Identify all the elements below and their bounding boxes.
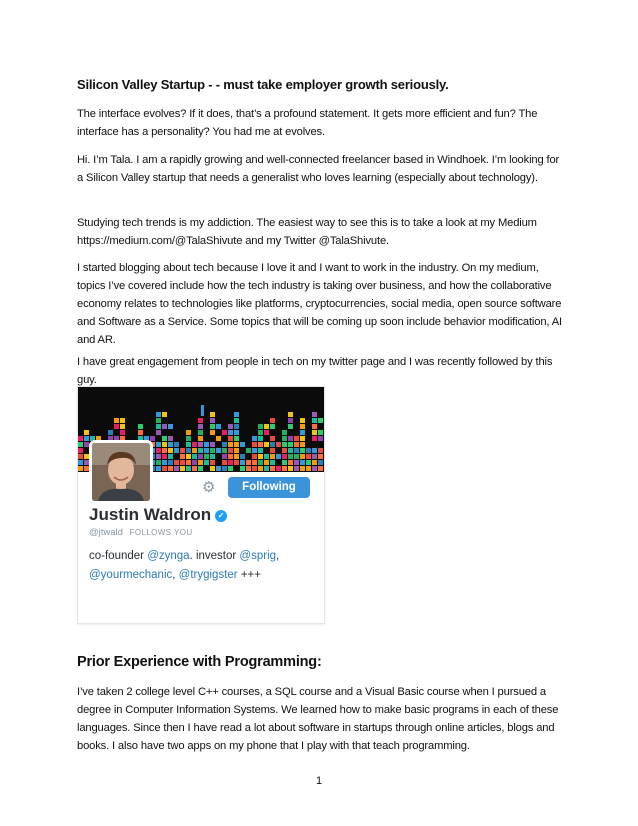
banner-pixel bbox=[258, 460, 263, 465]
banner-pixel bbox=[312, 454, 317, 459]
banner-pixel bbox=[270, 466, 275, 471]
profile-name-text: Justin Waldron bbox=[89, 505, 212, 524]
banner-pixel bbox=[240, 460, 245, 465]
banner-pixel bbox=[138, 430, 143, 435]
banner-pixel bbox=[288, 442, 293, 447]
banner-pixel bbox=[156, 430, 161, 435]
banner-pixel bbox=[294, 448, 299, 453]
banner-pixel bbox=[186, 430, 191, 435]
banner-pixel bbox=[150, 436, 155, 441]
banner-pixel bbox=[138, 424, 143, 429]
banner-pixel bbox=[186, 442, 191, 447]
banner-pixel bbox=[228, 424, 233, 429]
bio-link-zynga[interactable]: @zynga bbox=[147, 550, 190, 562]
banner-pixel bbox=[276, 466, 281, 471]
banner-pixel bbox=[300, 418, 305, 423]
banner-pixel bbox=[294, 460, 299, 465]
paragraph-interface: The interface evolves? If it does, that’s a profound statement. It gets more efficient and fun? The interface has a personality? You had me at evolves. bbox=[77, 108, 538, 138]
banner-pixel bbox=[216, 448, 221, 453]
bio-mid: . investor bbox=[189, 550, 240, 562]
banner-pixel bbox=[114, 418, 119, 423]
banner-pixel bbox=[216, 424, 221, 429]
banner-pixel bbox=[264, 442, 269, 447]
banner-pixel bbox=[210, 412, 215, 417]
bio-suffix: +++ bbox=[237, 569, 261, 581]
banner-pixel bbox=[162, 412, 167, 417]
banner-pixel bbox=[210, 448, 215, 453]
banner-pixel bbox=[204, 454, 209, 459]
banner-pixel bbox=[120, 424, 125, 429]
profile-handle[interactable]: @jtwald bbox=[89, 527, 123, 538]
banner-pixel bbox=[282, 460, 287, 465]
banner-pixel bbox=[234, 436, 239, 441]
banner-pixel bbox=[270, 418, 275, 423]
banner-pixel bbox=[246, 448, 251, 453]
banner-pixel bbox=[288, 424, 293, 429]
banner-pixel bbox=[318, 466, 323, 471]
banner-pixel bbox=[120, 430, 125, 435]
banner-pixel bbox=[198, 448, 203, 453]
banner-pixel bbox=[306, 448, 311, 453]
banner-pixel bbox=[288, 418, 293, 423]
banner-pixel bbox=[198, 424, 203, 429]
banner-pixel bbox=[288, 454, 293, 459]
banner-pixel bbox=[312, 430, 317, 435]
banner-pixel bbox=[120, 418, 125, 423]
bio-comma: , bbox=[276, 550, 280, 562]
page-number: 1 bbox=[315, 775, 323, 787]
banner-pixel bbox=[240, 442, 245, 447]
banner-pixel bbox=[204, 448, 209, 453]
banner-pixel bbox=[252, 448, 257, 453]
banner-pixel bbox=[300, 424, 305, 429]
banner-pixel bbox=[228, 442, 233, 447]
banner-pixel bbox=[306, 466, 311, 471]
banner-pixel bbox=[222, 454, 227, 459]
banner-pixel bbox=[114, 424, 119, 429]
banner-pixel bbox=[282, 436, 287, 441]
banner-pixel bbox=[162, 448, 167, 453]
banner-pixel bbox=[186, 454, 191, 459]
banner-pixel bbox=[234, 442, 239, 447]
banner-pixel bbox=[270, 454, 275, 459]
banner-pixel bbox=[246, 460, 251, 465]
banner-pixel bbox=[312, 448, 317, 453]
banner-pixel bbox=[210, 424, 215, 429]
banner-pixel bbox=[288, 460, 293, 465]
banner-pixel bbox=[306, 454, 311, 459]
banner-pixel bbox=[222, 460, 227, 465]
banner-pixel bbox=[198, 418, 203, 423]
banner-pixel bbox=[174, 466, 179, 471]
banner-pixel bbox=[78, 460, 83, 465]
banner-pixel bbox=[312, 412, 317, 417]
banner-pixel bbox=[300, 448, 305, 453]
banner-pixel bbox=[234, 424, 239, 429]
banner-pixel bbox=[234, 418, 239, 423]
banner-pixel bbox=[288, 466, 293, 471]
bio-link-trygigster[interactable]: @trygigster bbox=[178, 569, 238, 581]
banner-pixel bbox=[270, 436, 275, 441]
banner-pixel bbox=[222, 448, 227, 453]
twitter-profile-card bbox=[77, 386, 325, 624]
bio-link-yourmechanic[interactable]: @yourmechanic bbox=[89, 569, 173, 581]
paragraph-engagement: I have great engagement from people in tech on my twitter page and I was recently followed by this guy. bbox=[77, 356, 553, 386]
banner-pixel bbox=[186, 436, 191, 441]
banner-pixel bbox=[300, 454, 305, 459]
banner-pixel bbox=[180, 448, 185, 453]
banner-pixel bbox=[168, 448, 173, 453]
banner-pixel bbox=[252, 436, 257, 441]
banner-pixel bbox=[258, 448, 263, 453]
banner-pixel bbox=[312, 424, 317, 429]
banner-pixel bbox=[294, 454, 299, 459]
banner-pixel bbox=[312, 436, 317, 441]
bio-link-sprig[interactable]: @sprig bbox=[239, 550, 277, 562]
paragraph-blogging: I started blogging about tech because I love it and I want to work in the industry. On my medium, topics I’ve covered include how the tech industry is taking over business, and how the collaborative economy relates to technologies like platforms, cryptocurrencies, social media, open source software and Software as a Service. Some topics that will be coming up soon include behavior modification, AI and AR. bbox=[77, 262, 562, 346]
section-heading-programming: Prior Experience with Programming: bbox=[77, 654, 322, 670]
banner-pixel bbox=[168, 436, 173, 441]
banner-pixel bbox=[78, 448, 83, 453]
banner-pixel bbox=[162, 466, 167, 471]
banner-pixel bbox=[156, 466, 161, 471]
banner-pixel bbox=[318, 430, 323, 435]
banner-pixel bbox=[258, 436, 263, 441]
banner-pixel bbox=[192, 442, 197, 447]
banner-pixel bbox=[210, 460, 215, 465]
banner-pixel bbox=[156, 460, 161, 465]
banner-pixel bbox=[318, 436, 323, 441]
banner-pixel bbox=[264, 466, 269, 471]
banner-pixel bbox=[192, 448, 197, 453]
banner-pixel bbox=[162, 424, 167, 429]
banner-pixel bbox=[282, 454, 287, 459]
bio-prefix: co-founder bbox=[89, 550, 148, 562]
banner-pixel bbox=[168, 454, 173, 459]
banner-pixel bbox=[156, 442, 161, 447]
banner-pixel bbox=[198, 430, 203, 435]
banner-pixel bbox=[156, 424, 161, 429]
banner-pixel bbox=[222, 466, 227, 471]
banner-pixel bbox=[168, 442, 173, 447]
banner-pixel bbox=[216, 436, 221, 441]
banner-pixel bbox=[156, 454, 161, 459]
banner-pixel bbox=[276, 454, 281, 459]
banner-pixel bbox=[162, 442, 167, 447]
avatar bbox=[89, 440, 153, 504]
verified-icon: ✓ bbox=[215, 510, 227, 522]
banner-pixel bbox=[318, 448, 323, 453]
banner-pixel bbox=[252, 442, 257, 447]
banner-pixel bbox=[300, 442, 305, 447]
paragraph-intro: Hi. I’m Tala. I am a rapidly growing and well-connected freelancer based in Windhoek. I’m looking for a Silicon Valley startup that needs a generalist who loves learning (especially about technology). bbox=[77, 154, 560, 184]
banner-pixel bbox=[78, 442, 83, 447]
banner-pixel bbox=[228, 448, 233, 453]
banner-pixel bbox=[210, 430, 215, 435]
banner-pixel bbox=[174, 460, 179, 465]
banner-pixel bbox=[174, 442, 179, 447]
banner-pixel bbox=[174, 448, 179, 453]
banner-pixel bbox=[210, 418, 215, 423]
banner-pixel bbox=[282, 466, 287, 471]
paragraph-tech-trends: Studying tech trends is my addiction. The easiest way to see this is to take a look at my Medium https://medium.com/@TalaShivute and my Twitter @TalaShivute. bbox=[77, 217, 537, 247]
banner-pixel bbox=[162, 454, 167, 459]
banner-pixel bbox=[228, 466, 233, 471]
banner-pixel bbox=[228, 430, 233, 435]
banner-pixel bbox=[198, 454, 203, 459]
banner-pixel bbox=[156, 412, 161, 417]
banner-pixel bbox=[228, 436, 233, 441]
banner-pixel bbox=[264, 454, 269, 459]
banner-pixel bbox=[306, 460, 311, 465]
banner-pixel bbox=[234, 460, 239, 465]
banner-pixel bbox=[294, 436, 299, 441]
profile-name bbox=[89, 505, 227, 525]
banner-pixel bbox=[234, 454, 239, 459]
banner-pixel bbox=[228, 460, 233, 465]
banner-pixel bbox=[198, 460, 203, 465]
banner-pixel bbox=[198, 466, 203, 471]
following-button[interactable]: Following bbox=[228, 477, 310, 498]
banner-pixel bbox=[168, 460, 173, 465]
banner-pixel bbox=[246, 466, 251, 471]
bio-comma-2: , bbox=[172, 569, 179, 581]
banner-pixel bbox=[288, 448, 293, 453]
banner-pixel bbox=[264, 430, 269, 435]
banner-pixel bbox=[276, 442, 281, 447]
banner-pixel bbox=[78, 436, 83, 441]
banner-pixel bbox=[186, 466, 191, 471]
banner-pixel bbox=[192, 454, 197, 459]
banner-pixel bbox=[318, 418, 323, 423]
banner-pixel bbox=[288, 412, 293, 417]
banner-pixel bbox=[270, 448, 275, 453]
banner-pixel bbox=[228, 454, 233, 459]
banner-pixel bbox=[198, 442, 203, 447]
banner-pixel bbox=[312, 466, 317, 471]
banner-pixel bbox=[258, 466, 263, 471]
banner-pixel bbox=[240, 466, 245, 471]
banner-pixel bbox=[270, 460, 275, 465]
banner-pixel bbox=[300, 466, 305, 471]
banner-pixel bbox=[252, 454, 257, 459]
banner-pixel bbox=[168, 466, 173, 471]
document-title: Silicon Valley Startup - - must take employer growth seriously. bbox=[77, 77, 449, 92]
banner-pixel bbox=[258, 454, 263, 459]
banner-pixel bbox=[84, 430, 89, 435]
banner-pixel bbox=[282, 442, 287, 447]
banner-pixel bbox=[156, 448, 161, 453]
banner-pixel bbox=[258, 442, 263, 447]
banner-pixel bbox=[216, 466, 221, 471]
banner-pixel bbox=[288, 436, 293, 441]
follows-you-badge: FOLLOWS YOU bbox=[129, 528, 193, 537]
banner-pixel bbox=[78, 454, 83, 459]
banner-pixel bbox=[318, 454, 323, 459]
banner-pixel bbox=[204, 460, 209, 465]
avatar-photo bbox=[92, 443, 150, 501]
banner-pixel bbox=[282, 430, 287, 435]
banner-pixel bbox=[294, 442, 299, 447]
banner-pixel bbox=[300, 460, 305, 465]
banner-pixel bbox=[210, 466, 215, 471]
banner-pixel bbox=[282, 448, 287, 453]
banner-marker bbox=[201, 405, 204, 416]
banner-pixel bbox=[180, 466, 185, 471]
banner-pixel bbox=[210, 454, 215, 459]
banner-pixel bbox=[264, 460, 269, 465]
banner-pixel bbox=[270, 442, 275, 447]
banner-pixel bbox=[84, 436, 89, 441]
paragraph-programming: I’ve taken 2 college level C++ courses, a SQL course and a Visual Basic course when I pursued a degree in Computer Information Systems. We learned how to make basic programs in each of these languages. Since then I have read a lot about software in startups through online articles, blogs and books. I also have two apps on my phone that I play with that teach programming. bbox=[77, 686, 559, 752]
banner-pixel bbox=[312, 460, 317, 465]
banner-pixel bbox=[198, 436, 203, 441]
banner-pixel bbox=[252, 460, 257, 465]
banner-pixel bbox=[108, 430, 113, 435]
banner-pixel bbox=[180, 454, 185, 459]
banner-pixel bbox=[162, 460, 167, 465]
banner-pixel bbox=[318, 460, 323, 465]
banner-pixel bbox=[192, 466, 197, 471]
banner-pixel bbox=[186, 448, 191, 453]
profile-bio bbox=[89, 547, 317, 585]
banner-pixel bbox=[234, 412, 239, 417]
banner-pixel bbox=[240, 454, 245, 459]
banner-pixel bbox=[258, 424, 263, 429]
banner-pixel bbox=[312, 418, 317, 423]
banner-pixel bbox=[180, 460, 185, 465]
banner-pixel bbox=[156, 418, 161, 423]
banner-pixel bbox=[270, 424, 275, 429]
banner-pixel bbox=[300, 436, 305, 441]
banner-pixel bbox=[294, 466, 299, 471]
banner-pixel bbox=[300, 430, 305, 435]
profile-handle-row bbox=[89, 527, 193, 538]
banner-pixel bbox=[264, 424, 269, 429]
banner-pixel bbox=[222, 442, 227, 447]
banner-pixel bbox=[234, 430, 239, 435]
banner-pixel bbox=[204, 442, 209, 447]
banner-pixel bbox=[234, 448, 239, 453]
banner-pixel bbox=[252, 466, 257, 471]
banner-pixel bbox=[192, 460, 197, 465]
banner-pixel bbox=[168, 424, 173, 429]
banner-pixel bbox=[186, 460, 191, 465]
banner-pixel bbox=[258, 430, 263, 435]
banner-pixel bbox=[222, 430, 227, 435]
banner-pixel bbox=[162, 436, 167, 441]
banner-pixel bbox=[210, 442, 215, 447]
gear-icon[interactable]: ⚙ bbox=[202, 479, 216, 496]
banner-pixel bbox=[78, 466, 83, 471]
